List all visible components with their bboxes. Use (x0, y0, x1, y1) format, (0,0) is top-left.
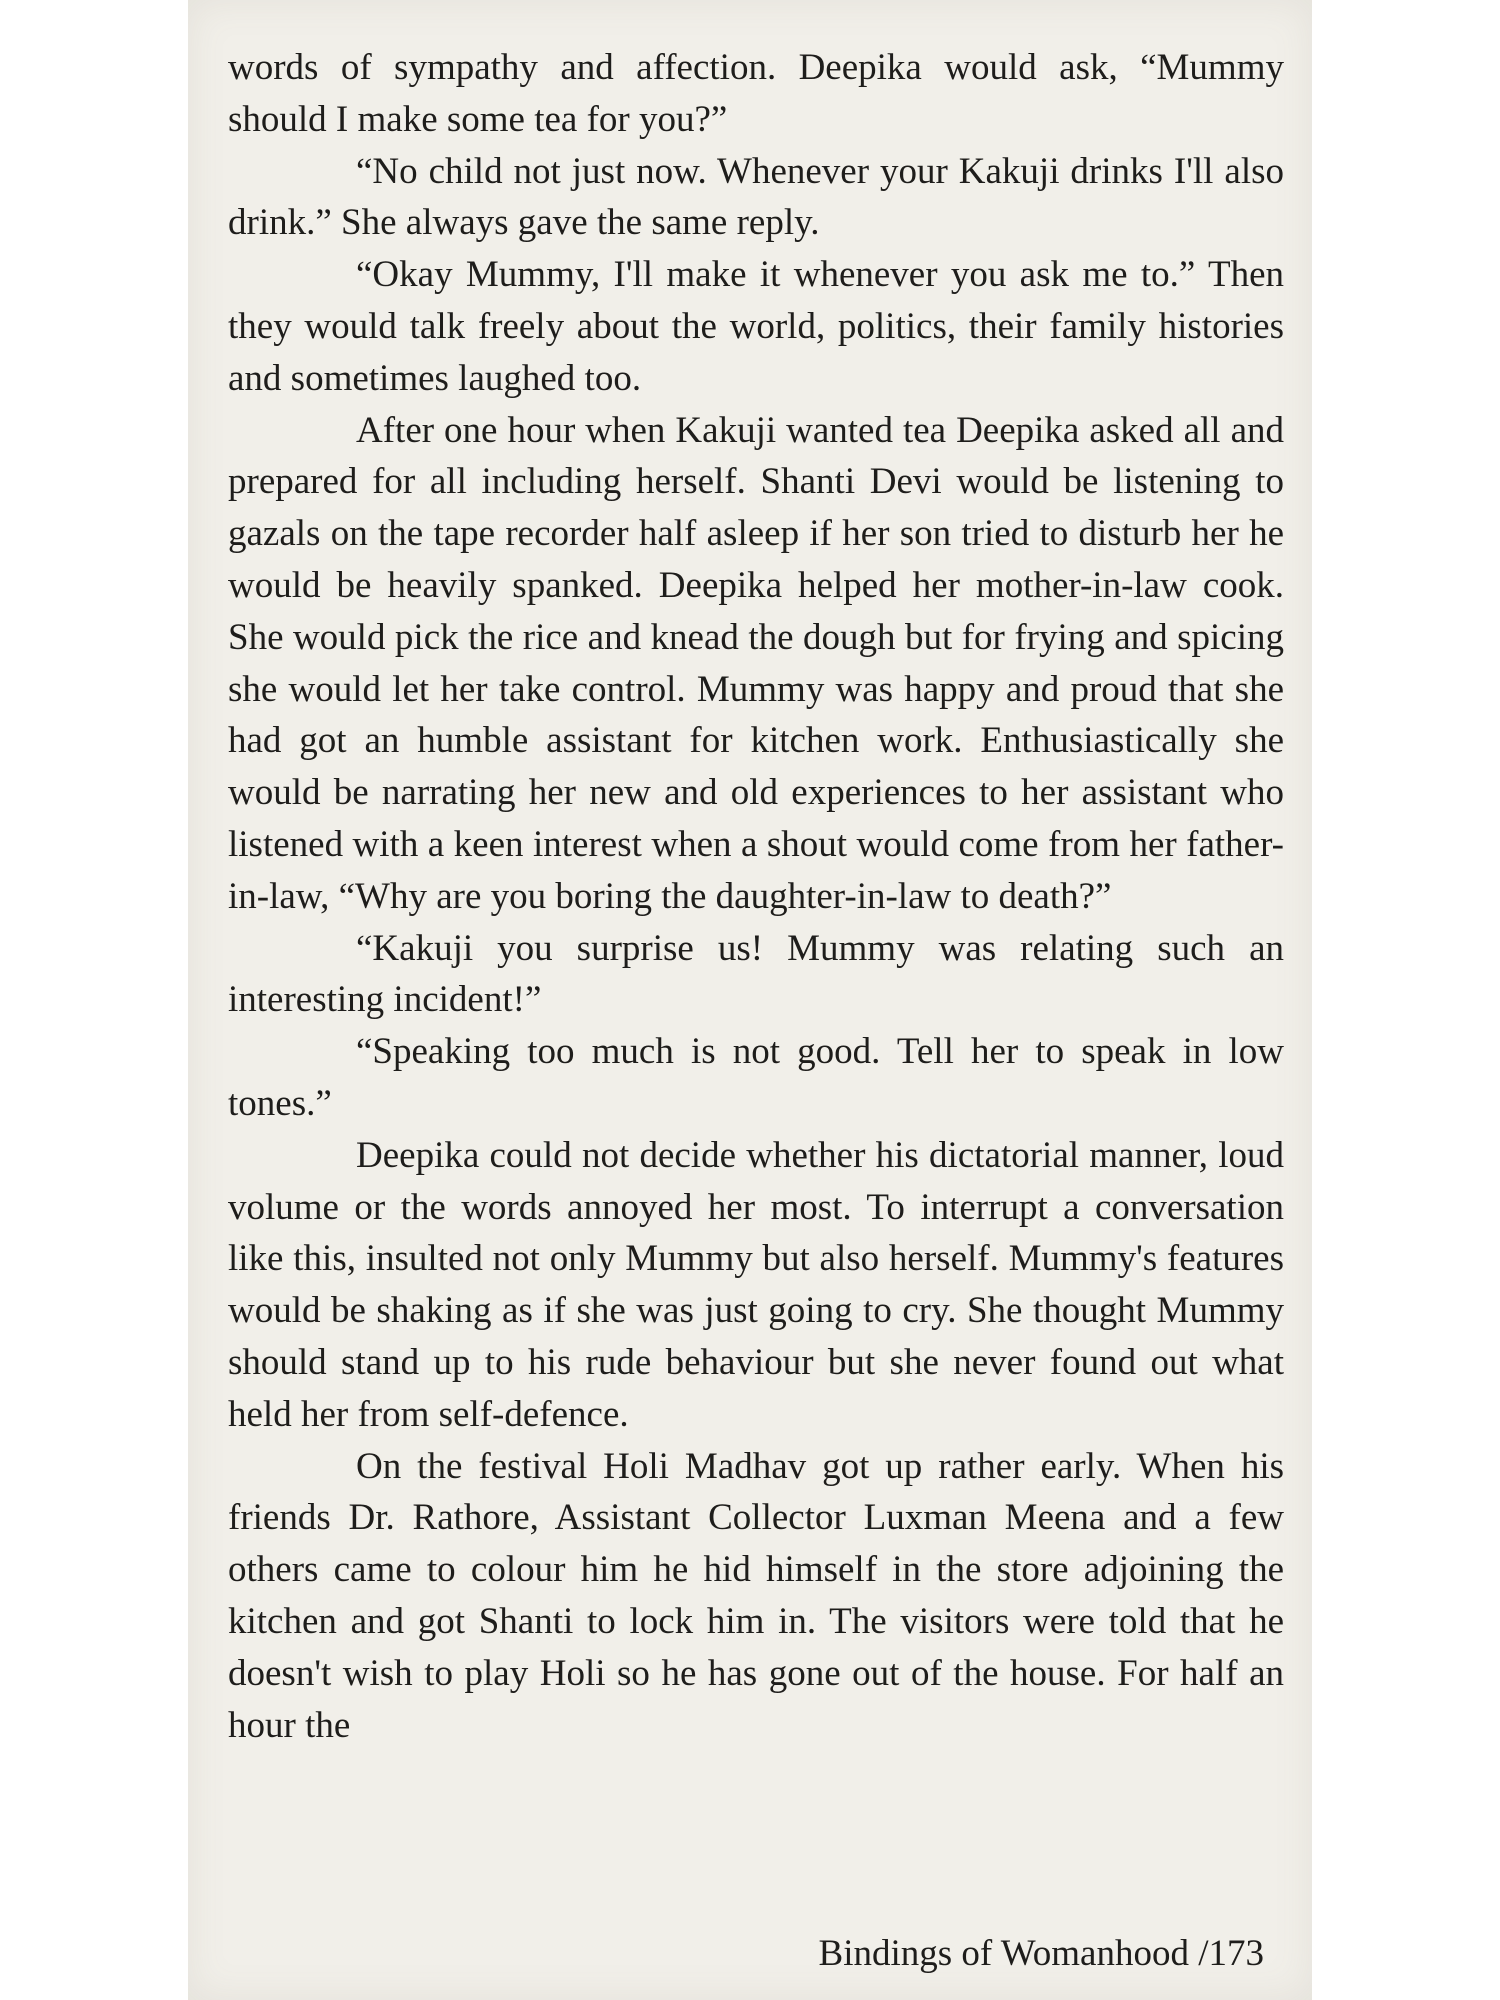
paragraph-6: “Speaking too much is not good. Tell her to speak in low tones.” (228, 1031, 1284, 1124)
paragraph-7: Deepika could not decide whether his dictatorial manner, loud volume or the words annoyed her most. To interrupt a conversation like this, insulted not only Mummy but also herself. Mummy's features would be shaking as if she was just going to cry. She thought Mummy should stand up to his rude behaviour but she never found out what held her from self-defence. (228, 1134, 1284, 1435)
paragraph-4: After one hour when Kakuji wanted tea Deepika asked all and prepared for all including herself. Shanti Devi would be listening to gazals on the tape recorder half asleep if her son tried to disturb her he would be heavily spanked. Deepika helped her mother-in-law cook. She would pick the rice and knead the dough but for frying and spicing she would let her take control. Mummy was happy and proud that she had got an humble assistant for kitchen work. Enthusiastically she would be narrating her new and old experiences to her assistant who listened with a keen interest when a shout would come from her father-in-law, “Why are you boring the daughter-in-law to death?” (228, 409, 1284, 917)
page-footer: Bindings of Womanhood /173 (818, 1933, 1264, 1974)
paragraph-3: “Okay Mummy, I'll make it whenever you ask me to.” Then they would talk freely about the world, politics, their family histories and sometimes laughed too. (228, 254, 1284, 399)
paragraph-8: On the festival Holi Madhav got up rather early. When his friends Dr. Rathore, Assistant Collector Luxman Meena and a few others came to colour him he hid himself in the store adjoining the kitchen and got Shanti to lock him in. The visitors were told that he doesn't wish to play Holi so he has gone out of the house. For half an hour the (228, 1445, 1284, 1746)
paragraph-1: words of sympathy and affection. Deepika would ask, “Mummy should I make some tea for you?” (228, 47, 1284, 140)
paragraph-2: “No child not just now. Whenever your Kakuji drinks I'll also drink.” She always gave the same reply. (228, 150, 1284, 244)
book-page (188, 0, 1312, 2000)
body-text (228, 42, 1284, 1751)
paragraph-5: “Kakuji you surprise us! Mummy was relating such an interesting incident!” (228, 927, 1284, 1021)
